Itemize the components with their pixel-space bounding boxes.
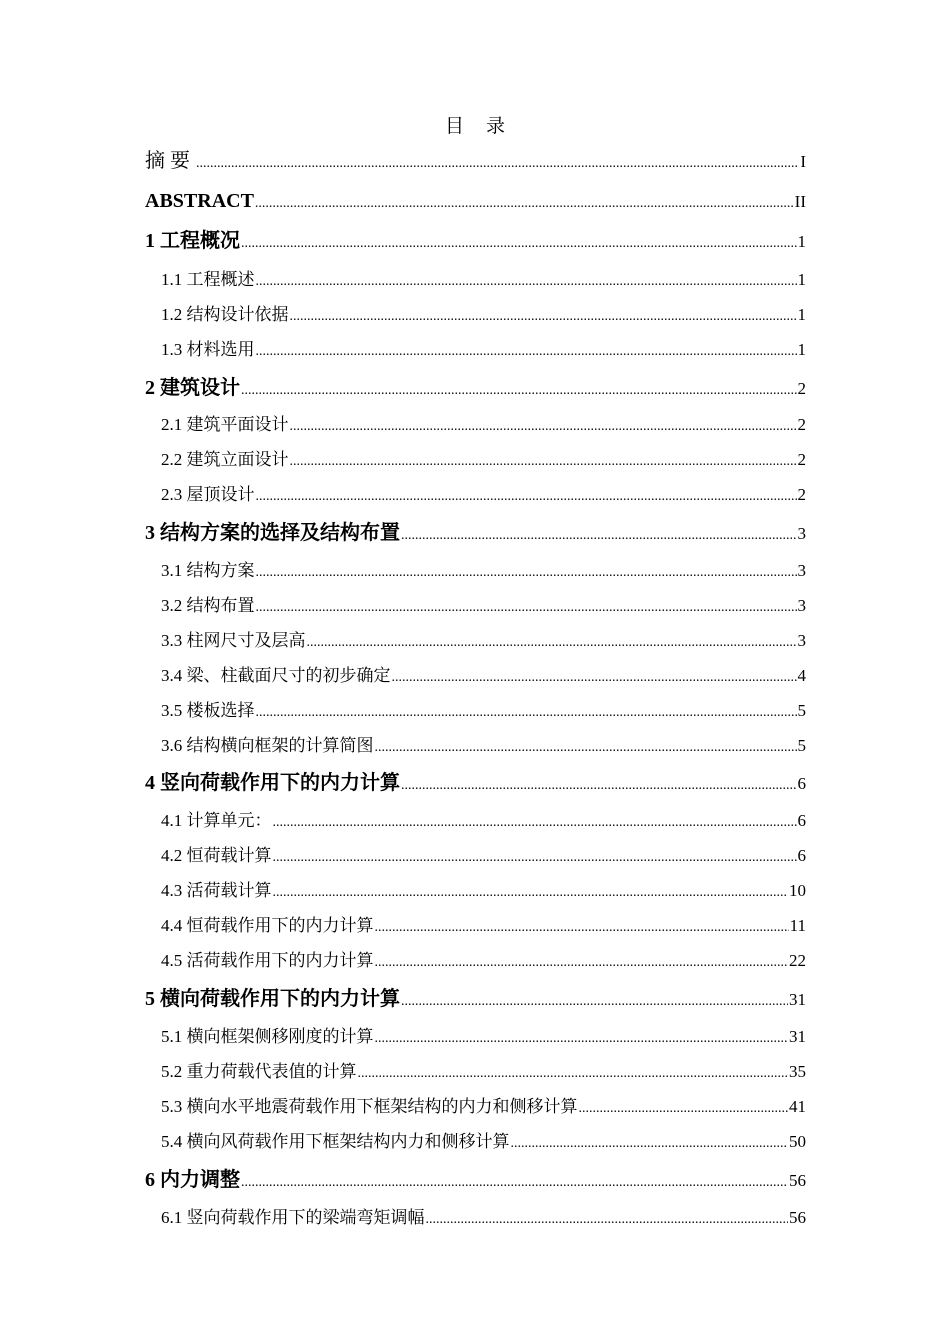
toc-entry-page: 35 — [789, 1062, 806, 1081]
dot-leader — [401, 523, 797, 549]
toc-title: 目录 — [444, 116, 527, 137]
toc-entry-label: 5.4 横向风荷载作用下框架结构内力和侧移计算 — [161, 1132, 510, 1151]
toc-entry-page: 3 — [797, 631, 806, 650]
toc-entry-page: 3 — [797, 561, 806, 580]
toc-entry-page: I — [800, 152, 806, 171]
toc-entry-page: 2 — [797, 450, 806, 469]
toc-entry-chapter-5[interactable] — [145, 986, 806, 1015]
toc-entry-section[interactable] — [161, 267, 806, 295]
dot-leader — [426, 1207, 789, 1233]
dot-leader — [375, 915, 789, 941]
toc-entry-section[interactable] — [161, 1205, 806, 1233]
toc-entry-page: 41 — [789, 1097, 806, 1116]
dot-leader — [256, 560, 797, 586]
toc-entry-label: 1.2 结构设计依据 — [161, 305, 289, 324]
dot-leader — [290, 414, 797, 440]
dot-leader — [307, 630, 797, 656]
toc-entry-label: 2.2 建筑立面设计 — [161, 450, 289, 469]
dot-leader — [401, 989, 788, 1015]
toc-entry-label: 2.1 建筑平面设计 — [161, 415, 289, 434]
dot-leader — [290, 304, 797, 330]
toc-entry-section[interactable] — [161, 558, 806, 586]
toc-entry-page: 2 — [797, 485, 806, 504]
dot-leader — [256, 595, 797, 621]
dot-leader — [401, 773, 797, 799]
toc-entry-label: 4.1 计算单元： — [161, 811, 272, 830]
toc-entry-chapter-4[interactable] — [145, 770, 806, 799]
toc-entry-chapter-1[interactable] — [145, 228, 806, 257]
dot-leader — [273, 810, 797, 836]
toc-entry-section[interactable] — [161, 1024, 806, 1052]
dot-leader — [241, 231, 797, 257]
toc-entry-label: 3.6 结构横向框架的计算简图 — [161, 736, 374, 755]
dot-leader — [579, 1096, 789, 1122]
toc-entry-page: 2 — [797, 415, 806, 434]
toc-entry-label: 6 内力调整 — [145, 1169, 240, 1191]
toc-entry-page: 1 — [797, 305, 806, 324]
toc-entry-label: 2.3 屋顶设计 — [161, 485, 255, 504]
toc-entry-section[interactable] — [161, 337, 806, 365]
toc-entry-section[interactable] — [161, 302, 806, 330]
dot-leader — [241, 378, 797, 404]
toc-entry-page: 3 — [797, 524, 806, 543]
toc-entry-label: 4 竖向荷载作用下的内力计算 — [145, 772, 400, 794]
toc-entry-chapter-3[interactable] — [145, 520, 806, 549]
toc-entry-label: 3.1 结构方案 — [161, 561, 255, 580]
toc-entry-abstract-cn[interactable] — [145, 148, 806, 177]
dot-leader — [375, 1026, 789, 1052]
toc-entry-section[interactable] — [161, 628, 806, 656]
toc-entry-section[interactable] — [161, 878, 806, 906]
toc-entry-section[interactable] — [161, 447, 806, 475]
dot-leader — [256, 700, 797, 726]
toc-entry-section[interactable] — [161, 698, 806, 726]
toc-entry-page: 2 — [797, 379, 806, 398]
toc-entry-chapter-2[interactable] — [145, 375, 806, 404]
toc-entry-label: 4.3 活荷载计算 — [161, 881, 272, 900]
dot-leader — [256, 484, 797, 510]
dot-leader — [375, 950, 789, 976]
toc-entry-section[interactable] — [161, 913, 806, 941]
toc-entry-page: 3 — [797, 596, 806, 615]
toc-entry-label: 1.3 材料选用 — [161, 340, 255, 359]
dot-leader — [511, 1131, 789, 1157]
toc-entry-label: 3.5 楼板选择 — [161, 701, 255, 720]
toc-entry-label: 5.3 横向水平地震荷载作用下框架结构的内力和侧移计算 — [161, 1097, 578, 1116]
toc-entry-label: 5.1 横向框架侧移刚度的计算 — [161, 1027, 374, 1046]
toc-entry-section[interactable] — [161, 733, 806, 761]
toc-entry-section[interactable] — [161, 843, 806, 871]
toc-entry-page: 50 — [789, 1132, 806, 1151]
dot-leader — [290, 449, 797, 475]
toc-entry-page: 56 — [789, 1208, 806, 1227]
dot-leader — [273, 880, 789, 906]
toc-entry-page: 22 — [789, 951, 806, 970]
toc-entry-label: 4.5 活荷载作用下的内力计算 — [161, 951, 374, 970]
toc-entry-page: II — [794, 192, 806, 211]
toc-entry-label: 3 结构方案的选择及结构布置 — [145, 522, 400, 544]
toc-entry-label: 1 工程概况 — [145, 230, 240, 252]
toc-entry-section[interactable] — [161, 482, 806, 510]
toc-entry-section[interactable] — [161, 1094, 806, 1122]
toc-entry-page: 6 — [797, 774, 806, 793]
dot-leader — [196, 151, 799, 177]
toc-entry-page: 56 — [789, 1171, 806, 1190]
toc-entry-page: 31 — [789, 990, 806, 1009]
toc-entry-label: 4.4 恒荷载作用下的内力计算 — [161, 916, 374, 935]
toc-entry-abstract-en[interactable] — [145, 188, 806, 217]
dot-leader — [273, 845, 797, 871]
dot-leader — [256, 269, 797, 295]
toc-entry-page: 1 — [797, 232, 806, 251]
dot-leader — [392, 665, 797, 691]
dot-leader — [256, 339, 797, 365]
toc-entry-section[interactable] — [161, 948, 806, 976]
toc-entry-page: 31 — [789, 1027, 806, 1046]
toc-entry-page: 5 — [797, 701, 806, 720]
toc-entry-label: 3.4 梁、柱截面尺寸的初步确定 — [161, 666, 391, 685]
toc-entry-page: 6 — [797, 811, 806, 830]
toc-entry-page: 11 — [789, 916, 806, 935]
toc-entry-section[interactable] — [161, 1129, 806, 1157]
toc-entry-label: 3.2 结构布置 — [161, 596, 255, 615]
toc-entry-label: 5 横向荷载作用下的内力计算 — [145, 988, 400, 1010]
dot-leader — [255, 191, 794, 217]
dot-leader — [241, 1170, 788, 1196]
toc-entry-section[interactable] — [161, 808, 806, 836]
toc-entry-chapter-6[interactable] — [145, 1167, 806, 1196]
toc-entry-section[interactable] — [161, 663, 806, 691]
toc-entry-page: 5 — [797, 736, 806, 755]
toc-entry-label: 6.1 竖向荷载作用下的梁端弯矩调幅 — [161, 1208, 425, 1227]
toc-entry-label: 2 建筑设计 — [145, 377, 240, 399]
toc-entry-label: 1.1 工程概述 — [161, 270, 255, 289]
toc-entry-page: 10 — [789, 881, 806, 900]
toc-entry-page: 4 — [797, 666, 806, 685]
toc-entry-label: 5.2 重力荷载代表值的计算 — [161, 1062, 357, 1081]
toc-entry-section[interactable] — [161, 593, 806, 621]
toc-entry-label: 3.3 柱网尺寸及层高 — [161, 631, 306, 650]
toc-entry-section[interactable] — [161, 1059, 806, 1087]
dot-leader — [375, 735, 797, 761]
toc-entry-section[interactable] — [161, 412, 806, 440]
toc-entry-label: 4.2 恒荷载计算 — [161, 846, 272, 865]
toc-entry-page: 1 — [797, 340, 806, 359]
toc-entry-page: 1 — [797, 270, 806, 289]
toc-entry-label: ABSTRACT — [145, 190, 254, 212]
toc-entry-page: 6 — [797, 846, 806, 865]
toc-entry-label: 摘要 — [145, 150, 195, 172]
dot-leader — [358, 1061, 789, 1087]
